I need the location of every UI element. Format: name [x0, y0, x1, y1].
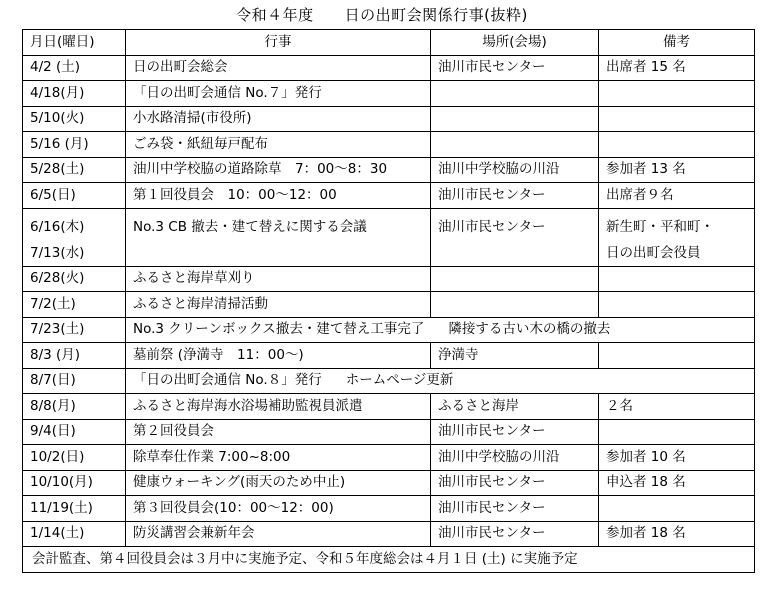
cell-date: 4/18(月): [23, 81, 126, 107]
table-row: [23, 419, 755, 445]
cell-date: 5/10(火): [23, 106, 126, 132]
cell-place: 油川中学校脇の川沿: [431, 157, 599, 183]
cell-date: 6/28(火): [23, 266, 126, 292]
cell-event: ふるさと海岸草刈り: [126, 266, 431, 292]
cell-date: 7/2(土): [23, 292, 126, 318]
cell-event: ふるさと海岸海水浴場補助監視員派遣: [126, 394, 431, 420]
cell-note: 参加者 18 名: [599, 521, 755, 547]
cell-date: [23, 208, 126, 266]
cell-place: 油川市民センター: [431, 496, 599, 522]
page-title: 令和４年度 日の出町会関係行事(抜粋): [236, 6, 528, 24]
cell-place: 油川市民センター: [431, 521, 599, 547]
cell-date: 10/2(日): [23, 445, 126, 471]
cell-place: [431, 81, 599, 107]
cell-date: 10/10(月): [23, 470, 126, 496]
cell-date: 5/16 (月): [23, 132, 126, 158]
cell-place: 油川市民センター: [431, 470, 599, 496]
table-row: [23, 445, 755, 471]
cell-place: [431, 292, 599, 318]
cell-note: [599, 266, 755, 292]
cell-note: [599, 292, 755, 318]
table-row: [23, 292, 755, 318]
cell-place: 油川市民センター: [431, 183, 599, 209]
cell-note: [599, 81, 755, 107]
cell-note: 参加者 13 名: [599, 157, 755, 183]
cell-date: 4/2 (土): [23, 55, 126, 81]
cell-event: 健康ウォーキング(雨天のため中止): [126, 470, 431, 496]
cell-place: 油川市民センター: [431, 419, 599, 445]
cell-event: 第２回役員会: [126, 419, 431, 445]
header-note: 備考: [599, 30, 755, 56]
footer-row: [23, 547, 755, 573]
cell-note: [599, 106, 755, 132]
table-row: [23, 521, 755, 547]
cell-event: 墓前祭 (浄満寺 11：00～): [126, 343, 431, 369]
cell-date: 8/8(月): [23, 394, 126, 420]
cell-date: 6/5(日): [23, 183, 126, 209]
date-line-2: 7/13(水): [30, 244, 85, 261]
table-row: [23, 157, 755, 183]
cell-event: 防災講習会兼新年会: [126, 521, 431, 547]
cell-date: 8/3 (月): [23, 343, 126, 369]
cell-place: [431, 132, 599, 158]
table-row: [23, 81, 755, 107]
table-row-merged: [23, 317, 755, 343]
note-line-2: 日の出町会役員: [606, 244, 701, 261]
cell-note: 出席者 15 名: [599, 55, 755, 81]
date-line-1: 6/16(木): [30, 218, 85, 235]
cell-note: 参加者 10 名: [599, 445, 755, 471]
cell-place: [431, 106, 599, 132]
table-row: [23, 394, 755, 420]
cell-place: 浄満寺: [431, 343, 599, 369]
cell-event: 油川中学校脇の道路除草 7：00～8：30: [126, 157, 431, 183]
header-event: 行事: [126, 30, 431, 56]
cell-event: 「日の出町会通信 No.７」発行: [126, 81, 431, 107]
cell-place: [431, 266, 599, 292]
cell-date: 9/4(日): [23, 419, 126, 445]
table-row: [23, 470, 755, 496]
header-date: 月日(曜日): [23, 30, 126, 56]
merged-event-text: 「日の出町会通信 No.８」発行: [133, 372, 322, 388]
cell-note: [599, 419, 755, 445]
table-row: [23, 132, 755, 158]
table-row: [23, 106, 755, 132]
cell-note: 出席者９名: [599, 183, 755, 209]
cell-event: 第１回役員会 10：00～12：00: [126, 183, 431, 209]
header-row: [23, 30, 755, 56]
table-row: [23, 496, 755, 522]
cell-note: [599, 496, 755, 522]
cell-place: ふるさと海岸: [431, 394, 599, 420]
cell-date: 7/23(土): [23, 317, 126, 343]
cell-event-merged: [126, 368, 755, 394]
merged-extra-text: ホームページ更新: [345, 372, 454, 388]
cell-date: 11/19(土): [23, 496, 126, 522]
cell-event: No.3 CB 撤去・建て替えに関する会議: [126, 208, 431, 266]
table-row: [23, 343, 755, 369]
events-table: [22, 29, 755, 573]
cell-note: [599, 208, 755, 266]
cell-event: ごみ袋・紙紐毎戸配布: [126, 132, 431, 158]
footer-note: 会計監査、第４回役員会は３月中に実施予定、令和５年度総会は４月１日 (土) に実施予定: [23, 547, 755, 573]
table-row: [23, 183, 755, 209]
cell-event-merged: [126, 317, 755, 343]
table-row-multiline: [23, 208, 755, 266]
cell-date: 8/7(日): [23, 368, 126, 394]
note-line-1: 新生町・平和町・: [606, 218, 714, 235]
cell-note: [599, 132, 755, 158]
cell-event: 日の出町会総会: [126, 55, 431, 81]
table-row-merged: [23, 368, 755, 394]
cell-event: ふるさと海岸清掃活動: [126, 292, 431, 318]
cell-date: 5/28(土): [23, 157, 126, 183]
cell-date: 1/14(土): [23, 521, 126, 547]
table-row: [23, 266, 755, 292]
table-row: [23, 55, 755, 81]
cell-event: 除草奉仕作業 7:00~8:00: [126, 445, 431, 471]
cell-event: 小水路清掃(市役所): [126, 106, 431, 132]
header-place: 場所(会場): [431, 30, 599, 56]
merged-event-text: No.3 クリーンボックス撤去・建て替え工事完了: [133, 321, 425, 337]
cell-note: ２名: [599, 394, 755, 420]
cell-event: 第３回役員会(10：00～12：00): [126, 496, 431, 522]
cell-place: 油川市民センター: [431, 55, 599, 81]
cell-place: 油川市民センター: [431, 208, 599, 266]
cell-note: [599, 343, 755, 369]
merged-extra-text: 隣接する古い木の橋の撤去: [448, 321, 611, 337]
cell-place: 油川中学校脇の川沿: [431, 445, 599, 471]
cell-note: 申込者 18 名: [599, 470, 755, 496]
